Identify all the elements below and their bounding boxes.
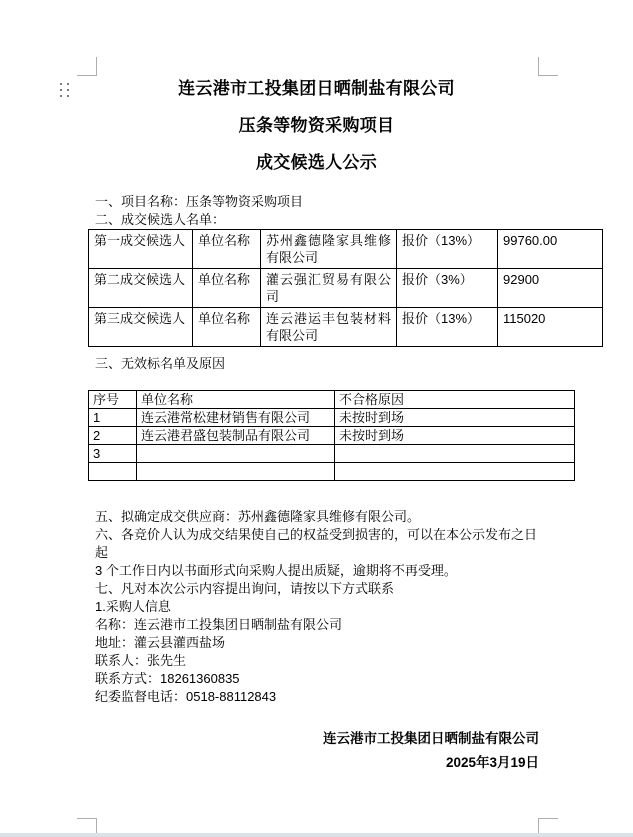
- margin-dots-icon: [60, 83, 69, 97]
- cell-no: 2: [89, 427, 137, 445]
- cell-reason: [335, 463, 575, 481]
- cell-company: [137, 463, 335, 481]
- section-inquiry: 七、凡对本次公示内容提出询问，请按以下方式联系: [95, 581, 395, 596]
- header-no: 序号: [89, 391, 137, 409]
- page-bottom-edge: [0, 833, 633, 837]
- cell-price: 92900: [498, 269, 603, 308]
- cell-company: 连云港君盛包装制品有限公司: [137, 427, 335, 445]
- header-company: 单位名称: [137, 391, 335, 409]
- signature-company: 连云港市工投集团日晒制盐有限公司: [323, 731, 539, 746]
- cell-rank: 第一成交候选人: [89, 230, 193, 269]
- cell-reason: [335, 445, 575, 463]
- cell-no: 3: [89, 445, 137, 463]
- table-row: [89, 427, 575, 445]
- signature-date: 2025年3月19日: [445, 755, 539, 770]
- cell-unit-label: 单位名称: [193, 269, 261, 308]
- cell-reason: 未按时到场: [335, 409, 575, 427]
- section-objection-line1: 六、各竞价人认为成交结果使自己的权益受到损害的，可以在本公示发布之日起: [95, 527, 538, 560]
- contact-person: 联系人：张先生: [95, 653, 187, 668]
- contact-supervision-phone: 纪委监督电话：0518-88112843: [95, 689, 277, 704]
- doc-title-line-3: 成交候选人公示: [255, 153, 378, 172]
- contact-phone: 联系方式：18261360835: [95, 671, 240, 686]
- section-objection-line2: 3 个工作日内以书面形式向采购人提出质疑，逾期将不再受理。: [95, 563, 457, 578]
- cell-quote-label: 报价（3%）: [397, 269, 498, 308]
- signature-block: [88, 727, 547, 775]
- document-body: [88, 193, 558, 775]
- invalid-bids-table: [88, 390, 575, 481]
- cell-reason: 未按时到场: [335, 427, 575, 445]
- cell-company: [137, 445, 335, 463]
- cell-company: 苏州鑫德隆家具维修有限公司: [261, 230, 397, 269]
- section-project-name: 一、项目名称：压条等物资采购项目: [95, 194, 304, 209]
- table-row: [89, 308, 603, 347]
- cell-price: 115020: [498, 308, 603, 347]
- section-supplier-confirm: 五、拟确定成交供应商：苏州鑫德隆家具维修有限公司。: [95, 509, 421, 524]
- cell-unit-label: 单位名称: [193, 230, 261, 269]
- cell-rank: 第二成交候选人: [89, 269, 193, 308]
- cell-quote-label: 报价（13%）: [397, 230, 498, 269]
- contact-address: 地址：灌云县灌西盐场: [95, 635, 226, 650]
- cell-no: [89, 463, 137, 481]
- table-row: [89, 463, 575, 481]
- crop-mark-top-right-icon: [538, 57, 558, 76]
- cell-company: 连云港运丰包装材料有限公司: [261, 308, 397, 347]
- cell-company: 灌云强汇贸易有限公司: [261, 269, 397, 308]
- cell-quote-label: 报价（13%）: [397, 308, 498, 347]
- contact-name: 名称：连云港市工投集团日晒制盐有限公司: [95, 617, 343, 632]
- document-title-block: [0, 0, 633, 181]
- doc-title-line-2: 压条等物资采购项目: [238, 116, 395, 135]
- table-row: [89, 269, 603, 308]
- doc-title-line-1: 连云港市工投集团日晒制盐有限公司: [178, 79, 455, 98]
- cell-rank: 第三成交候选人: [89, 308, 193, 347]
- section-candidates-heading: 二、成交候选人名单：: [95, 212, 226, 227]
- table-row: [89, 409, 575, 427]
- header-reason: 不合格原因: [335, 391, 575, 409]
- cell-price: 99760.00: [498, 230, 603, 269]
- contact-block: [88, 616, 547, 706]
- candidates-table: [88, 229, 603, 347]
- table-row: [89, 230, 603, 269]
- table-row: [89, 445, 575, 463]
- crop-mark-top-left-icon: [77, 57, 97, 76]
- cell-company: 连云港常松建材销售有限公司: [137, 409, 335, 427]
- section-invalid-heading: 三、无效标名单及原因: [95, 356, 226, 371]
- cell-no: 1: [89, 409, 137, 427]
- buyer-info-heading: 1.采购人信息: [95, 599, 171, 614]
- table-header-row: [89, 391, 575, 409]
- cell-unit-label: 单位名称: [193, 308, 261, 347]
